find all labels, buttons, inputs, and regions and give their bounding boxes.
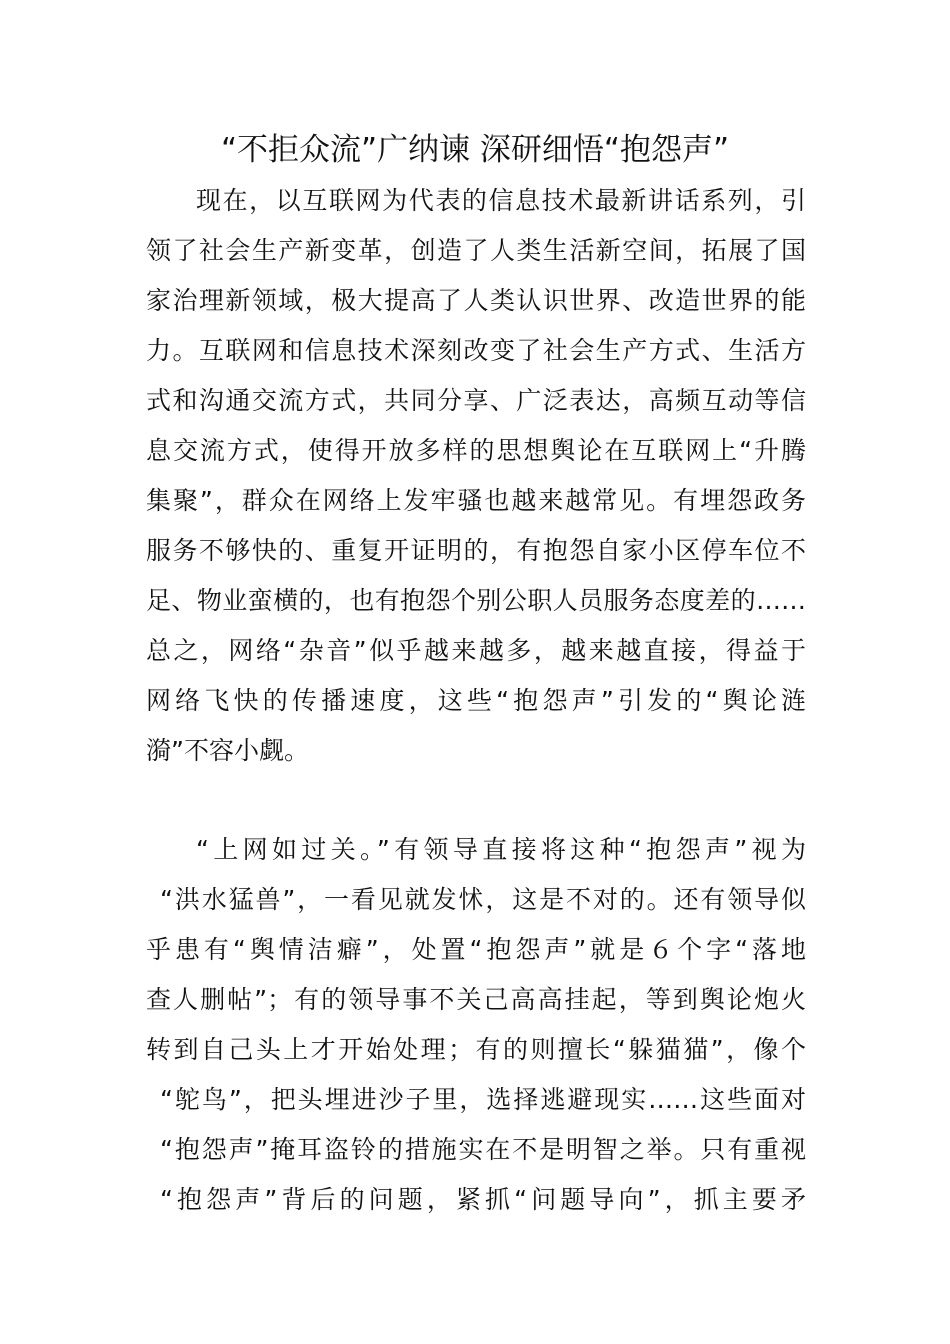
paragraph-2-line-4: 查人删帖”；有的领导事不关己高高挂起，等到舆论炮火 xyxy=(146,985,806,1014)
paragraph-2-line-7: “抱怨声”掩耳盗铃的措施实在不是明智之举。只有重视 xyxy=(160,1135,806,1164)
paragraph-2-line-1: “上网如过关。”有领导直接将这种“抱怨声”视为 xyxy=(196,835,806,864)
paragraph-1-line-10: 总之，网络“杂音”似乎越来越多，越来越直接，得益于 xyxy=(146,636,806,665)
document-title: “不拒众流”广纳谏 深研细悟“抱怨声” xyxy=(220,132,730,168)
paragraph-2-line-6: “鸵鸟”，把头埋进沙子里，选择逃避现实……这些面对 xyxy=(160,1085,806,1114)
paragraph-1-line-1: 现在，以互联网为代表的信息技术最新讲话系列，引 xyxy=(196,186,806,215)
paragraph-1-line-11: 网络飞快的传播速度，这些“抱怨声”引发的“舆论涟 xyxy=(146,686,806,715)
paragraph-1-line-7: 集聚”，群众在网络上发牢骚也越来越常见。有埋怨政务 xyxy=(146,486,806,515)
paragraph-2-line-3: 乎患有“舆情洁癖”，处置“抱怨声”就是６个字“落地 xyxy=(146,935,806,964)
paragraph-1-line-5: 式和沟通交流方式，共同分享、广泛表达，高频互动等信 xyxy=(146,386,806,415)
paragraph-1-line-3: 家治理新领域，极大提高了人类认识世界、改造世界的能 xyxy=(146,286,806,315)
paragraph-2-line-2: “洪水猛兽”，一看见就发怵，这是不对的。还有领导似 xyxy=(160,885,806,914)
paragraph-2-line-5: 转到自己头上才开始处理；有的则擅长“躲猫猫”，像个 xyxy=(146,1035,806,1064)
paragraph-1-line-12: 漪”不容小觑。 xyxy=(146,736,309,765)
paragraph-1-line-8: 服务不够快的、重复开证明的，有抱怨自家小区停车位不 xyxy=(146,536,806,565)
paragraph-1-line-9: 足、物业蛮横的，也有抱怨个别公职人员服务态度差的…… xyxy=(146,586,806,615)
paragraph-1-line-4: 力。互联网和信息技术深刻改变了社会生产方式、生活方 xyxy=(146,336,806,365)
paragraph-2-line-8: “抱怨声”背后的问题，紧抓“问题导向”，抓主要矛 xyxy=(160,1185,806,1214)
paragraph-1-line-2: 领了社会生产新变革，创造了人类生活新空间，拓展了国 xyxy=(146,236,806,265)
paragraph-1-line-6: 息交流方式，使得开放多样的思想舆论在互联网上“升腾 xyxy=(146,436,806,465)
